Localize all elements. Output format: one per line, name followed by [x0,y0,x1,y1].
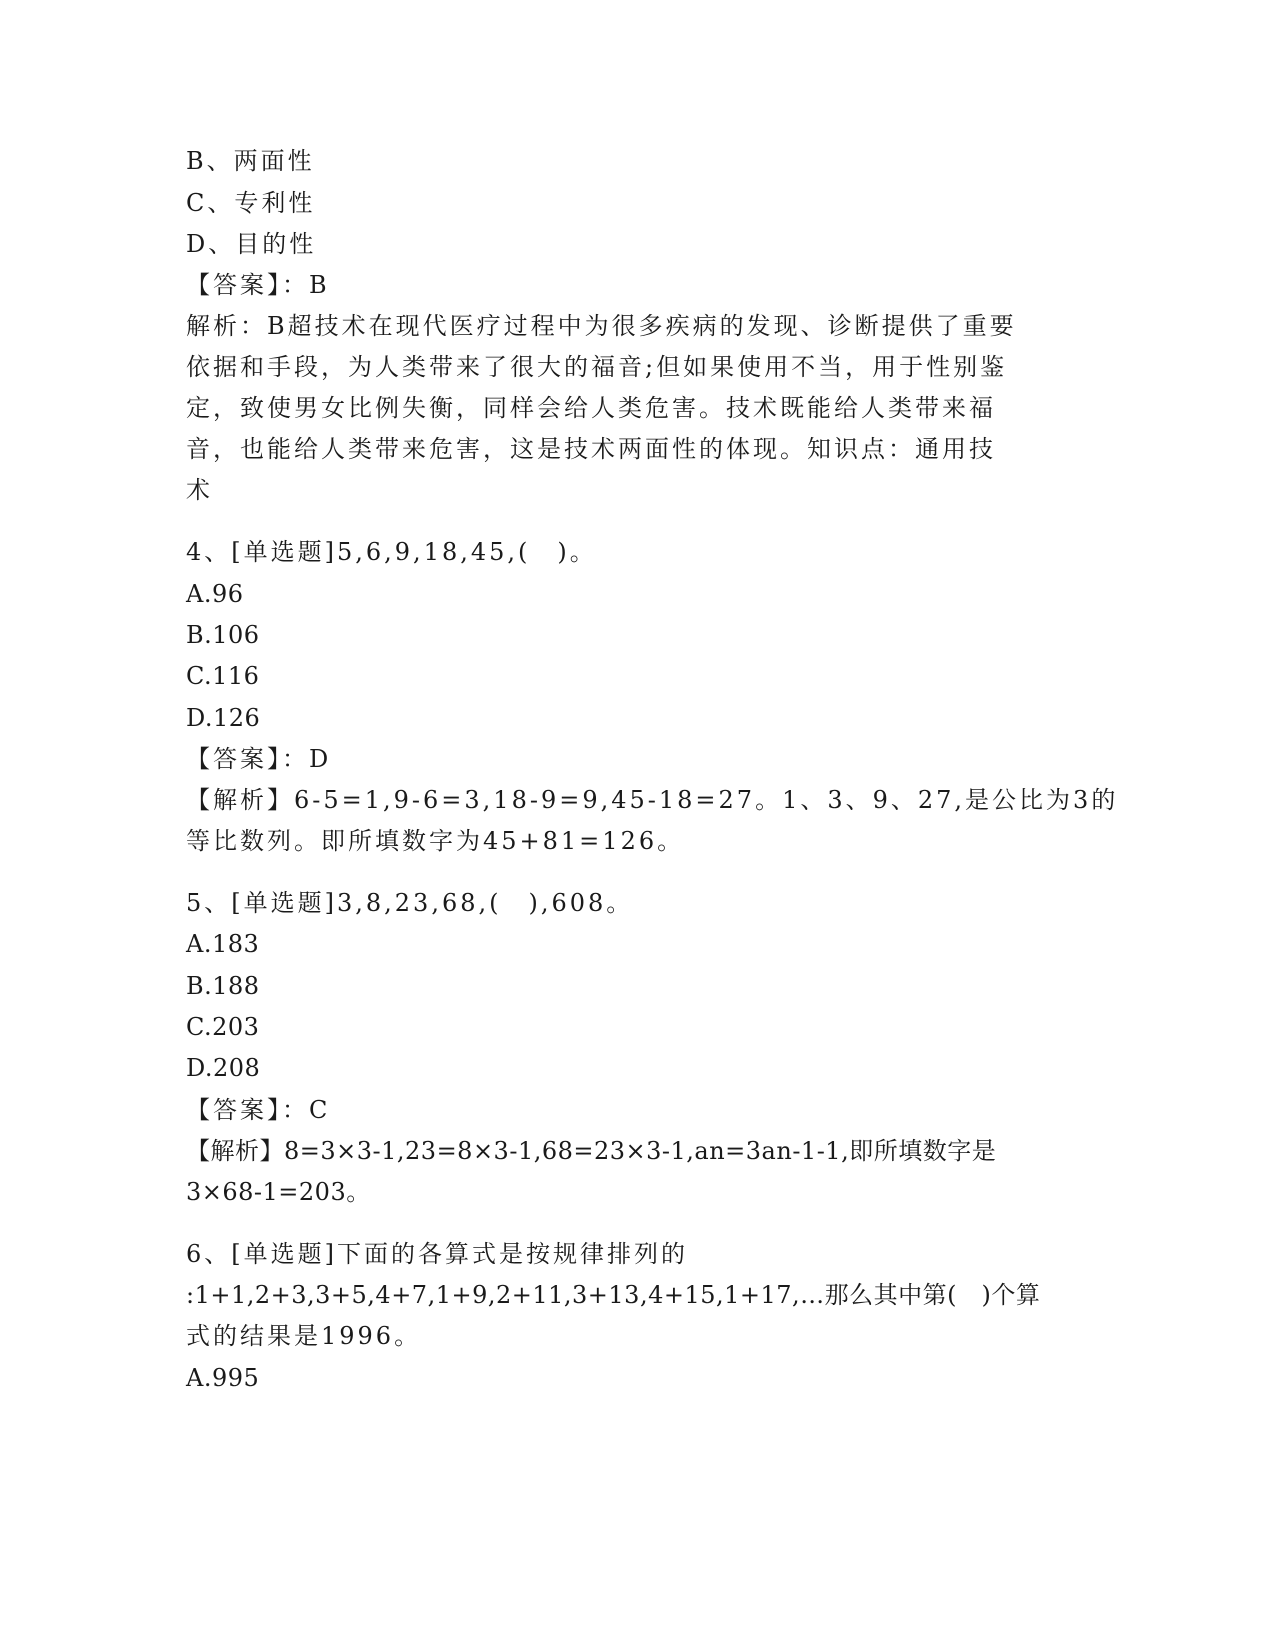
q4-analysis-line: 等比数列。即所填数字为45+81=126。 [186,827,685,855]
q4-option-a: A.96 [186,580,244,608]
q3-analysis-line: 术 [186,476,213,504]
q3-analysis-line: 依据和手段，为人类带来了很大的福音;但如果使用不当，用于性别鉴 [186,353,1008,381]
q4-question: 4、[单选题]5,6,9,18,45,( )。 [186,538,597,566]
q6-question-line: :1+1,2+3,3+5,4+7,1+9,2+11,3+13,4+15,1+17,…那么其中第( )个算 [186,1281,1041,1309]
q3-analysis-line: 解析：B超技术在现代医疗过程中为很多疾病的发现、诊断提供了重要 [186,312,1017,340]
q3-option-c: C、专利性 [186,189,316,217]
q5-analysis-line: 3×68-1=203。 [186,1178,371,1206]
q4-analysis-line: 【解析】6-5=1,9-6=3,18-9=9,45-18=27。1、3、9、27,是公比为3的 [186,786,1119,814]
q5-option-a: A.183 [186,930,260,958]
q4-option-c: C.116 [186,662,260,690]
q5-question: 5、[单选题]3,8,23,68,( ),608。 [186,889,634,917]
q4-answer: 【答案】：D [186,745,332,773]
q5-option-c: C.203 [186,1013,260,1041]
q3-option-d: D、目的性 [186,230,317,258]
q3-analysis-line: 定，致使男女比例失衡，同样会给人类危害。技术既能给人类带来福 [186,394,996,422]
q6-question-line: 式的结果是1996。 [186,1322,422,1350]
q5-analysis-line: 【解析】8=3×3-1,23=8×3-1,68=23×3-1,an=3an-1-1,即所填数字是 [186,1137,997,1165]
q5-option-d: D.208 [186,1054,261,1082]
q3-option-b: B、两面性 [186,147,315,175]
q6-question-line: 6、[单选题]下面的各算式是按规律排列的 [186,1240,688,1268]
q5-option-b: B.188 [186,972,260,1000]
q3-answer: 【答案】：B [186,271,330,299]
q5-answer: 【答案】：C [186,1096,331,1124]
q3-analysis-line: 音，也能给人类带来危害，这是技术两面性的体现。知识点：通用技 [186,435,996,463]
q4-option-b: B.106 [186,621,260,649]
q6-option-a: A.995 [186,1364,260,1392]
q4-option-d: D.126 [186,704,261,732]
